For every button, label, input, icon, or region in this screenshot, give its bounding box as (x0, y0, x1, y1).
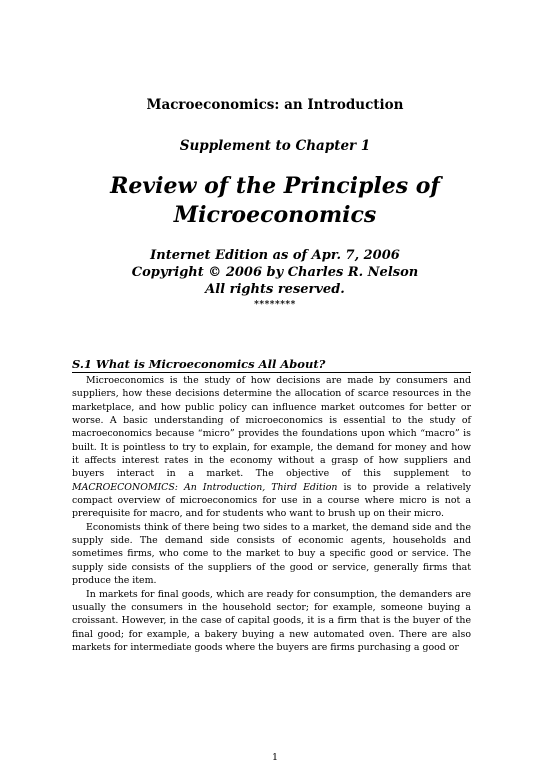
chapter-title-line-1: Review of the Principles of (110, 173, 440, 199)
supplement-subtitle: Supplement to Chapter 1 (179, 138, 371, 154)
section-heading: S.1 What is Microeconomics All About? (72, 357, 471, 373)
page-number: 1 (271, 752, 279, 763)
paragraph-2: Economists think of there being two sides to a market, the demand side and the supply side. The demand side consists of economic agents, households and sometimes firms, who come to the market to buy a specific good or service. The supply side consists of the suppliers of the good or service, generally firms that produce the item. (72, 521, 471, 587)
book-title: Macroeconomics: an Introduction (146, 97, 404, 113)
paragraph-1-start: Microeconomics is the study of how decisions are made by consumers and suppliers, how these decisions determine the allocation of scarce resources in the marketplace, and how public policy can influence market outcomes for better or worse. A basic understanding of microeconomics is essential to the study of macroeconomics because “micro” provides the foundations upon which “macro” is built. It is pointless to try to explain, for example, the demand for money and how it affects interest rates in the economy without a grasp of how suppliers and buyers interact in a market. The objective of this supplement to (72, 375, 471, 480)
edition-line: Internet Edition as of Apr. 7, 2006 (150, 248, 400, 263)
chapter-title (60, 172, 490, 230)
chapter-title-line-2: Microeconomics (173, 202, 377, 228)
paragraph-3: In markets for final goods, which are ready for consumption, the demanders are usually the consumers in the household sector; for example, someone buying a croissant. However, in the case of capital goods, it is a firm that is the buyer of the final good; for example, a bakery buying a new automated oven. There are also markets for intermediate goods where the buyers are firms purchasing a good or (72, 588, 471, 653)
edition-block (60, 247, 490, 298)
section-body (72, 374, 471, 654)
copyright-line: Copyright © 2006 by Charles R. Nelson (131, 265, 419, 280)
separator-stars: ******** (254, 300, 296, 310)
paragraph-1 (72, 374, 471, 521)
book-reference: MACROECONOMICS: An Introduction, Third Edition (72, 481, 338, 493)
rights-line: All rights reserved. (205, 282, 345, 297)
paragraph-1-end: is to provide a relatively compact overview of microeconomics for use in a course where micro is not a prerequisite for macro, and for students who want to brush up on their micro. (72, 481, 471, 520)
